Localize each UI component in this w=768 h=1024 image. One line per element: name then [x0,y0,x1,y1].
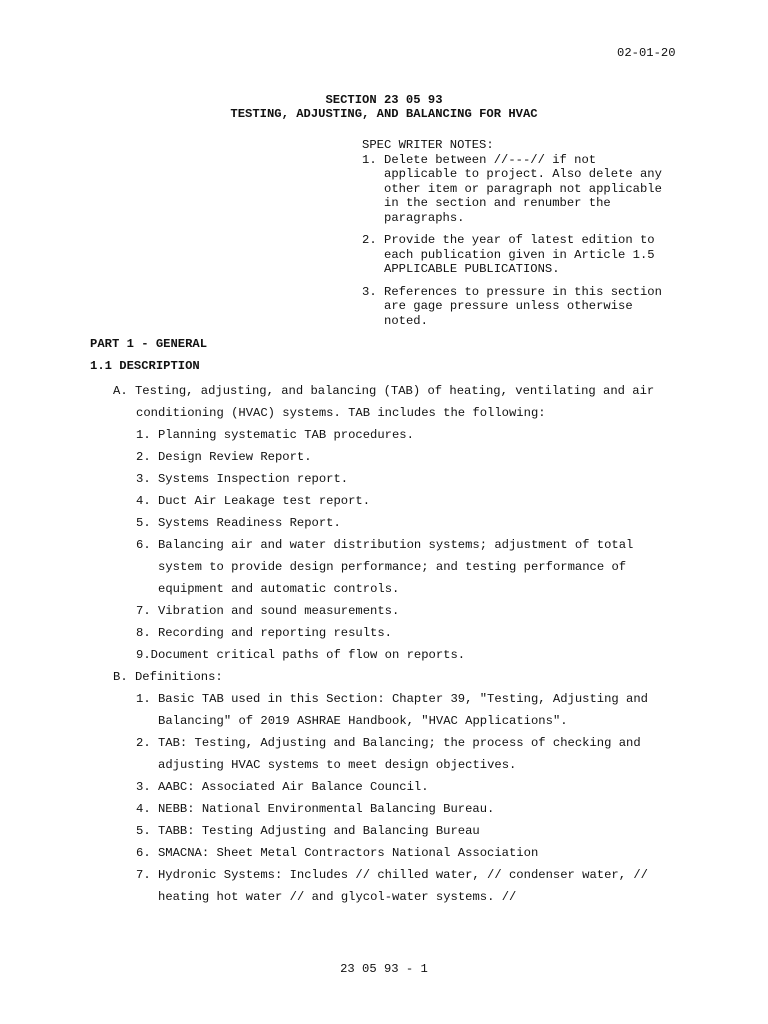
definition-item: 3. AABC: Associated Air Balance Council. [136,780,429,794]
document-date: 02-01-20 [617,46,676,60]
spec-note-number: 3. [362,284,377,299]
description-heading: 1.1 DESCRIPTION [90,359,200,373]
page-number: 23 05 93 - 1 [340,962,428,976]
description-body [90,380,690,908]
definition-continuation: heating hot water // and glycol-water systems. // [158,890,517,904]
spec-writer-notes [362,138,682,328]
section-number: SECTION 23 05 93 [325,93,443,107]
definition-continuation: adjusting HVAC systems to meet design objectives. [158,758,517,772]
paragraph-b-heading: B. Definitions: [113,670,223,684]
list-item: 6. Balancing air and water distribution systems; adjustment of total [136,538,634,552]
list-item: 8. Recording and reporting results. [136,626,392,640]
spec-note-text: References to pressure in this section are gage pressure unless otherwise noted. [384,284,662,328]
list-item-continuation: system to provide design performance; and testing performance of [158,560,627,574]
spec-note-text: Delete between //---// if not applicable to project. Also delete any other item or paragraph not applicable in the section and renumber the paragraphs. [384,152,662,225]
part-heading: PART 1 - GENERAL [90,337,208,351]
spec-note [362,285,682,329]
definition-item: 7. Hydronic Systems: Includes // chilled water, // condenser water, // [136,868,648,882]
section-title: TESTING, ADJUSTING, AND BALANCING FOR HVAC [230,107,538,121]
spec-notes-heading: SPEC WRITER NOTES: [362,138,494,152]
definition-item: 6. SMACNA: Sheet Metal Contractors National Association [136,846,539,860]
spec-note-number: 1. [362,152,377,167]
paragraph-a-line: A. Testing, adjusting, and balancing (TAB) of heating, ventilating and air [113,384,655,398]
paragraph-a-line: conditioning (HVAC) systems. TAB includes the following: [136,406,546,420]
spec-note [362,233,682,277]
spec-note-number: 2. [362,233,377,247]
definition-continuation: Balancing" of 2019 ASHRAE Handbook, "HVAC Applications". [158,714,568,728]
list-item-continuation: equipment and automatic controls. [158,582,400,596]
list-item: 9.Document critical paths of flow on reports. [136,648,466,662]
list-item: 5. Systems Readiness Report. [136,516,341,530]
definition-item: 2. TAB: Testing, Adjusting and Balancing; the process of checking and [136,736,641,750]
list-item: 1. Planning systematic TAB procedures. [136,428,414,442]
definition-item: 1. Basic TAB used in this Section: Chapter 39, "Testing, Adjusting and [136,692,648,706]
spec-note [362,153,682,226]
definition-item: 4. NEBB: National Environmental Balancing Bureau. [136,802,495,816]
list-item: 2. Design Review Report. [136,450,312,464]
definition-item: 5. TABB: Testing Adjusting and Balancing Bureau [136,824,480,838]
list-item: 4. Duct Air Leakage test report. [136,494,371,508]
list-item: 3. Systems Inspection report. [136,472,349,486]
spec-note-text: Provide the year of latest edition to each publication given in Article 1.5 APPLICABLE PUBLICATIONS. [384,233,655,276]
list-item: 7. Vibration and sound measurements. [136,604,400,618]
